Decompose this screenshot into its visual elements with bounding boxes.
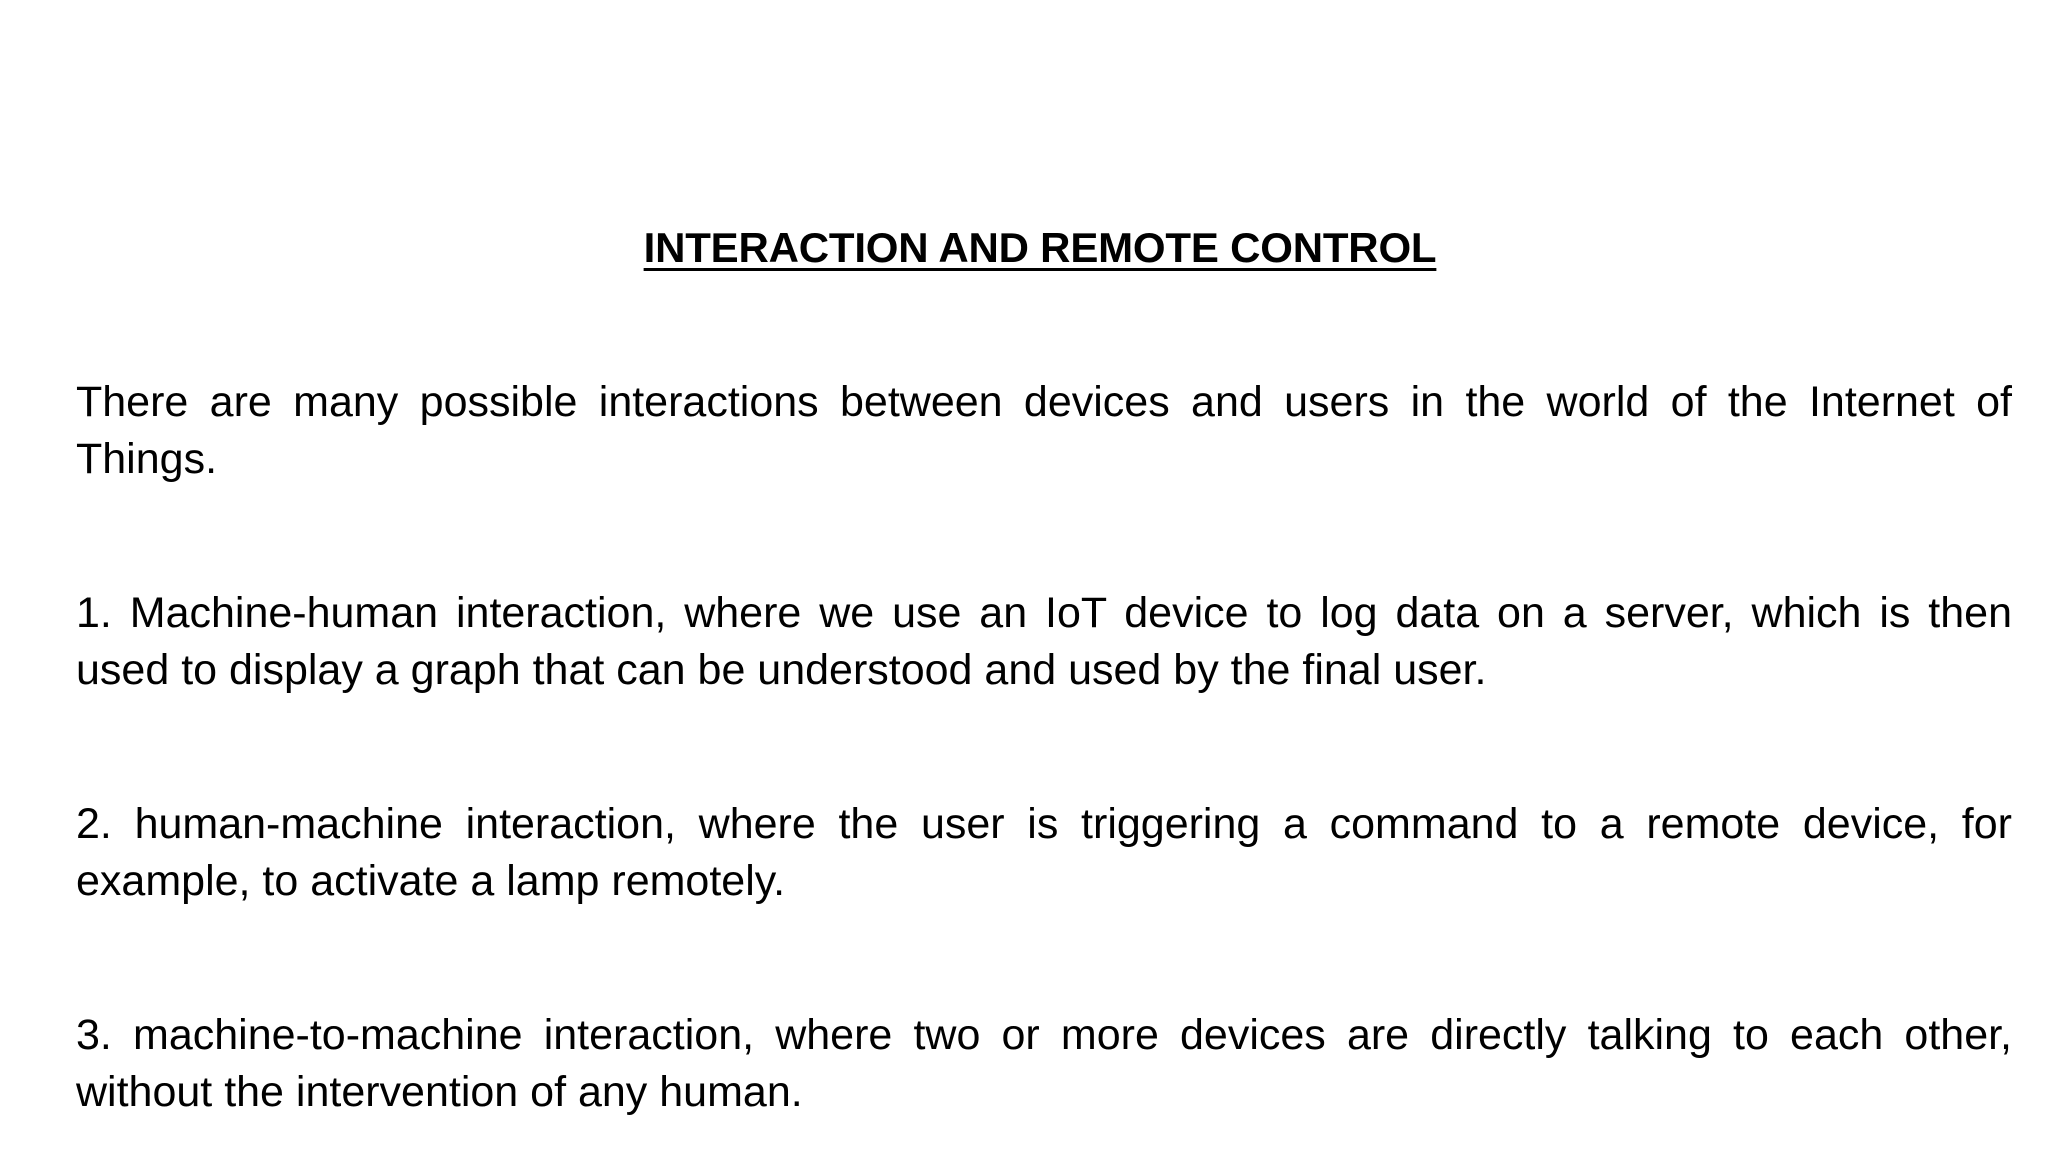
point-machine-to-machine: 3. machine-to-machine interaction, where two or more devices are directly talking to each other, without the intervention of any human. xyxy=(76,1011,2012,1116)
point-human-machine: 2. human-machine interaction, where the user is triggering a command to a remote device, for example, to activate a lamp remotely. xyxy=(76,800,2012,905)
point-machine-human: 1. Machine-human interaction, where we use an IoT device to log data on a server, which is then used to display a graph that can be understood and used by the final user. xyxy=(76,589,2012,694)
intro-paragraph: There are many possible interactions between devices and users in the world of the Internet of Things. xyxy=(76,378,2012,483)
slide-title: INTERACTION AND REMOTE CONTROL xyxy=(643,224,1437,271)
slide-body xyxy=(76,374,2012,1121)
